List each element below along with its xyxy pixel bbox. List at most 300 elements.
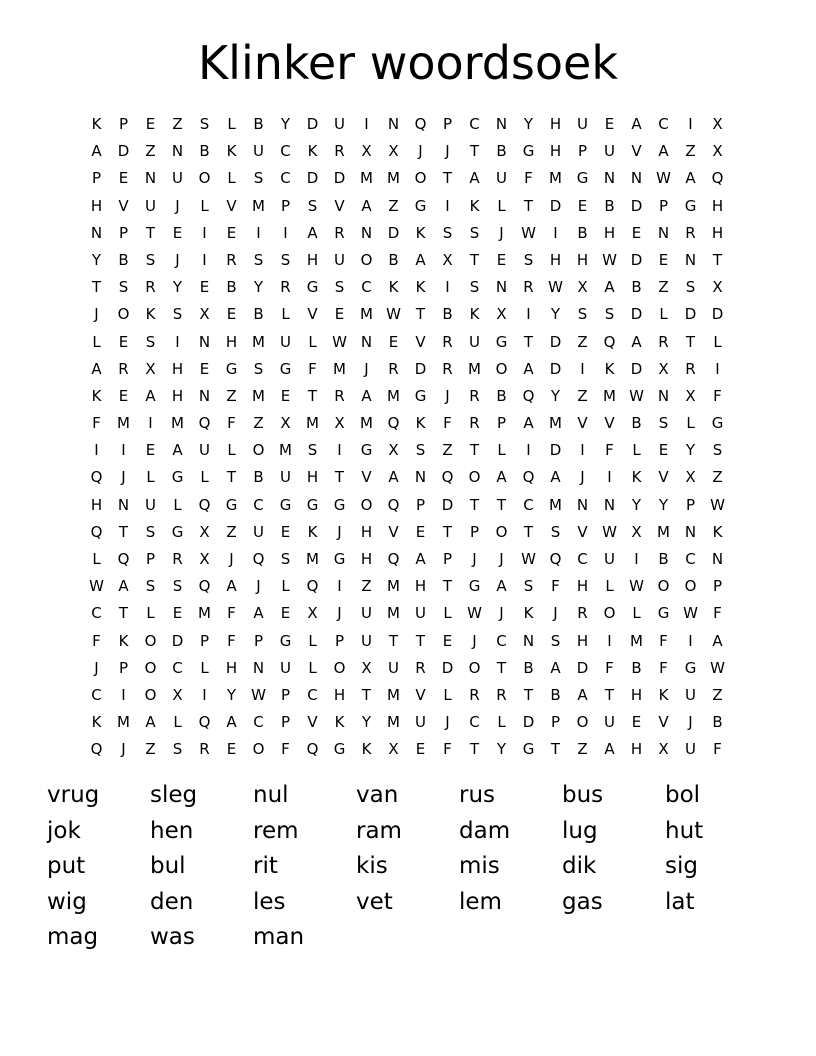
grid-letter: U: [469, 332, 480, 351]
grid-letter: P: [469, 522, 480, 541]
grid-letter: S: [415, 441, 426, 460]
grid-letter: Z: [712, 468, 723, 487]
grid-letter: P: [496, 414, 507, 433]
grid-letter: N: [711, 550, 724, 568]
grid-letter: C: [469, 115, 480, 133]
grid-letter: B: [253, 468, 264, 487]
grid-letter: N: [603, 169, 616, 188]
grid-letter: V: [415, 332, 426, 351]
grid-letter: D: [333, 169, 346, 188]
grid-letter: Z: [253, 414, 264, 433]
grid-letter: G: [171, 522, 184, 541]
grid-letter: H: [603, 223, 616, 242]
grid-letter: W: [710, 658, 725, 677]
grid-letter: E: [118, 386, 129, 405]
grid-letter: O: [495, 522, 508, 541]
grid-letter: G: [279, 631, 292, 650]
grid-letter: E: [334, 305, 345, 324]
grid-letter: C: [685, 550, 696, 568]
grid-letter: E: [118, 169, 129, 188]
grid-letter: O: [144, 658, 157, 677]
grid-letter: O: [495, 359, 508, 378]
grid-letter: O: [360, 495, 373, 514]
grid-letter: L: [92, 550, 101, 568]
grid-letter: Y: [172, 278, 183, 297]
grid-letter: J: [499, 550, 504, 568]
grid-letter: J: [94, 305, 99, 324]
grid-letter: L: [308, 631, 317, 650]
grid-letter: U: [496, 169, 507, 188]
grid-letter: E: [226, 223, 237, 242]
grid-letter: I: [607, 468, 612, 487]
grid-letter: Q: [90, 522, 103, 541]
grid-letter: L: [308, 332, 317, 351]
grid-letter: H: [360, 550, 373, 568]
grid-letter: F: [443, 414, 452, 433]
grid-letter: S: [172, 740, 183, 759]
grid-letter: W: [548, 278, 563, 297]
grid-letter: A: [631, 332, 642, 351]
grid-letter: M: [360, 414, 373, 433]
grid-letter: O: [576, 713, 589, 732]
grid-letter: S: [469, 223, 480, 242]
grid-letter: S: [253, 359, 264, 378]
grid-letter: G: [225, 359, 238, 378]
word-list-item: bol: [665, 782, 701, 808]
grid-letter: O: [252, 441, 265, 460]
grid-letter: S: [172, 305, 183, 324]
grid-letter: M: [117, 414, 130, 433]
grid-letter: Q: [90, 740, 103, 759]
grid-letter: Z: [658, 278, 669, 297]
grid-letter: S: [199, 115, 210, 133]
grid-letter: S: [550, 522, 561, 541]
grid-letter: G: [414, 196, 427, 215]
grid-letter: G: [657, 604, 670, 623]
word-list-item: bus: [562, 782, 604, 808]
grid-letter: E: [280, 604, 291, 623]
grid-letter: X: [712, 142, 723, 161]
grid-letter: K: [712, 522, 723, 541]
grid-letter: K: [388, 278, 399, 297]
grid-letter: A: [388, 468, 399, 487]
grid-letter: M: [603, 386, 616, 405]
grid-letter: G: [711, 414, 724, 433]
grid-letter: V: [334, 196, 345, 215]
grid-letter: A: [361, 196, 372, 215]
grid-letter: N: [198, 332, 211, 351]
grid-letter: A: [550, 468, 561, 487]
grid-letter: U: [280, 332, 291, 351]
grid-letter: S: [253, 250, 264, 269]
grid-letter: B: [658, 550, 669, 568]
grid-letter: B: [550, 685, 561, 704]
grid-letter: V: [307, 305, 318, 324]
grid-letter: Q: [117, 550, 130, 568]
grid-letter: A: [361, 386, 372, 405]
grid-letter: I: [715, 359, 720, 378]
grid-letter: G: [333, 495, 346, 514]
grid-letter: D: [306, 169, 319, 188]
grid-letter: A: [550, 658, 561, 677]
grid-letter: K: [91, 713, 102, 732]
grid-letter: Z: [685, 142, 696, 161]
grid-letter: I: [526, 441, 531, 460]
grid-letter: N: [171, 142, 184, 161]
grid-letter: L: [497, 441, 506, 460]
grid-letter: F: [308, 359, 317, 378]
grid-letter: N: [657, 386, 670, 405]
grid-letter: Z: [712, 685, 723, 704]
word-list-item: lem: [459, 888, 502, 915]
grid-letter: X: [685, 386, 696, 405]
grid-letter: N: [495, 115, 508, 133]
grid-letter: D: [630, 250, 643, 269]
word-list-item: mis: [459, 853, 500, 879]
grid-letter: H: [225, 332, 238, 351]
grid-letter: H: [414, 577, 427, 596]
grid-letter: R: [226, 250, 237, 269]
grid-letter: T: [91, 278, 102, 297]
grid-letter: Q: [522, 468, 535, 487]
grid-letter: I: [202, 250, 207, 269]
grid-letter: T: [307, 386, 318, 405]
grid-letter: M: [387, 604, 400, 623]
grid-letter: Q: [198, 713, 211, 732]
grid-letter: S: [172, 577, 183, 596]
grid-letter: J: [499, 604, 504, 623]
grid-letter: Q: [711, 169, 724, 188]
grid-letter: E: [118, 332, 129, 351]
grid-letter: N: [414, 468, 427, 487]
grid-letter: J: [553, 604, 558, 623]
grid-letter: O: [360, 250, 373, 269]
grid-letter: U: [577, 115, 588, 133]
grid-letter: W: [467, 604, 482, 623]
grid-letter: F: [713, 604, 722, 623]
grid-letter: Q: [549, 550, 562, 568]
grid-letter: E: [442, 631, 453, 650]
grid-letter: K: [604, 359, 615, 378]
grid-letter: V: [226, 196, 237, 215]
grid-letter: Y: [685, 441, 696, 460]
grid-letter: C: [280, 142, 291, 161]
grid-letter: O: [144, 631, 157, 650]
grid-letter: T: [442, 577, 453, 596]
grid-letter: K: [523, 604, 534, 623]
grid-letter: I: [445, 278, 450, 297]
grid-letter: W: [602, 522, 617, 541]
grid-letter: O: [468, 468, 481, 487]
grid-letter: V: [577, 414, 588, 433]
grid-letter: K: [307, 522, 318, 541]
grid-letter: R: [172, 550, 183, 568]
grid-letter: K: [469, 196, 480, 215]
grid-letter: F: [659, 631, 668, 650]
grid-letter: L: [497, 713, 506, 732]
word-list-item: sig: [665, 853, 698, 879]
grid-letter: H: [90, 495, 103, 514]
grid-letter: X: [145, 359, 156, 378]
grid-letter: F: [281, 740, 290, 759]
grid-letter: G: [279, 495, 292, 514]
grid-letter: C: [307, 685, 318, 704]
grid-letter: T: [550, 740, 561, 759]
grid-letter: I: [634, 550, 639, 568]
grid-letter: J: [175, 196, 180, 215]
grid-letter: X: [388, 740, 399, 759]
grid-letter: O: [117, 305, 130, 324]
grid-letter: Q: [387, 495, 400, 514]
grid-letter: A: [658, 142, 669, 161]
grid-letter: S: [253, 169, 264, 188]
grid-letter: W: [521, 550, 536, 568]
grid-letter: T: [523, 332, 534, 351]
grid-letter: V: [307, 713, 318, 732]
grid-letter: J: [94, 658, 99, 677]
grid-letter: T: [442, 522, 453, 541]
grid-letter: E: [658, 441, 669, 460]
grid-letter: D: [522, 713, 535, 732]
grid-letter: H: [630, 685, 643, 704]
grid-letter: G: [495, 332, 508, 351]
grid-letter: E: [145, 115, 156, 133]
grid-letter: A: [172, 441, 183, 460]
grid-letter: B: [199, 142, 210, 161]
grid-letter: E: [415, 522, 426, 541]
grid-letter: Z: [577, 386, 588, 405]
grid-letter: K: [118, 631, 129, 650]
grid-letter: F: [92, 631, 101, 650]
grid-letter: D: [549, 196, 562, 215]
grid-letter: C: [496, 631, 507, 650]
grid-letter: N: [603, 495, 616, 514]
grid-letter: N: [360, 223, 373, 242]
grid-letter: S: [145, 250, 156, 269]
word-list: [47, 778, 768, 956]
grid-letter: P: [118, 223, 129, 242]
grid-letter: M: [549, 495, 562, 514]
grid-letter: U: [145, 495, 156, 514]
grid-letter: P: [550, 713, 561, 732]
grid-letter: S: [145, 522, 156, 541]
grid-letter: P: [415, 495, 426, 514]
grid-letter: T: [415, 305, 426, 324]
grid-letter: F: [227, 631, 236, 650]
grid-letter: N: [684, 522, 697, 541]
grid-letter: I: [526, 305, 531, 324]
grid-letter: X: [685, 468, 696, 487]
grid-letter: S: [469, 278, 480, 297]
grid-letter: D: [711, 305, 724, 324]
grid-letter: Q: [603, 332, 616, 351]
grid-letter: W: [629, 577, 644, 596]
grid-letter: M: [117, 713, 130, 732]
grid-letter: H: [576, 577, 589, 596]
grid-letter: G: [225, 495, 238, 514]
grid-letter: C: [577, 550, 588, 568]
grid-letter: W: [710, 495, 725, 514]
grid-letter: M: [387, 685, 400, 704]
grid-letter: V: [361, 468, 372, 487]
word-list-item: rit: [253, 853, 278, 879]
word-list-item: nul: [253, 782, 289, 808]
grid-letter: J: [472, 550, 477, 568]
grid-letter: Y: [523, 115, 534, 133]
grid-letter: B: [631, 278, 642, 297]
grid-letter: E: [280, 522, 291, 541]
word-list-item: dik: [562, 853, 597, 879]
grid-letter: H: [171, 386, 184, 405]
grid-letter: U: [145, 196, 156, 215]
grid-letter: S: [712, 441, 723, 460]
grid-letter: N: [117, 495, 130, 514]
grid-letter: Z: [226, 522, 237, 541]
grid-letter: K: [361, 740, 372, 759]
grid-letter: S: [577, 305, 588, 324]
grid-letter: D: [441, 658, 454, 677]
word-list-item: rem: [253, 817, 299, 844]
grid-letter: L: [686, 414, 695, 433]
grid-letter: S: [280, 250, 291, 269]
grid-letter: B: [631, 414, 642, 433]
grid-letter: Q: [198, 495, 211, 514]
grid-letter: I: [337, 577, 342, 596]
grid-letter: B: [253, 115, 264, 133]
grid-letter: R: [685, 223, 696, 242]
grid-letter: R: [334, 142, 345, 161]
grid-letter: D: [441, 495, 454, 514]
grid-letter: X: [199, 550, 210, 568]
grid-letter: I: [688, 631, 693, 650]
grid-letter: A: [685, 169, 696, 188]
grid-letter: X: [199, 522, 210, 541]
grid-letter: F: [713, 386, 722, 405]
grid-letter: K: [91, 386, 102, 405]
grid-letter: S: [118, 278, 129, 297]
grid-letter: B: [442, 305, 453, 324]
grid-letter: I: [445, 196, 450, 215]
grid-letter: U: [604, 550, 615, 568]
grid-letter: Z: [145, 142, 156, 161]
grid-letter: X: [388, 142, 399, 161]
grid-letter: X: [172, 685, 183, 704]
grid-letter: L: [146, 468, 155, 487]
grid-letter: B: [253, 305, 264, 324]
word-list-item: hen: [150, 817, 194, 844]
grid-letter: S: [658, 414, 669, 433]
grid-letter: C: [91, 685, 102, 704]
grid-letter: B: [631, 658, 642, 677]
grid-letter: E: [658, 250, 669, 269]
grid-letter: X: [199, 305, 210, 324]
grid-letter: M: [252, 332, 265, 351]
grid-letter: J: [175, 250, 180, 269]
grid-letter: H: [549, 250, 562, 269]
grid-letter: A: [523, 359, 534, 378]
grid-letter: H: [171, 359, 184, 378]
grid-letter: G: [522, 142, 535, 161]
grid-letter: T: [334, 468, 345, 487]
grid-letter: M: [387, 169, 400, 188]
grid-letter: I: [256, 223, 261, 242]
grid-letter: F: [227, 604, 236, 623]
grid-letter: V: [631, 142, 642, 161]
grid-letter: M: [549, 169, 562, 188]
grid-letter: V: [658, 713, 669, 732]
grid-letter: J: [688, 713, 693, 732]
grid-letter: A: [712, 631, 723, 650]
grid-letter: B: [523, 658, 534, 677]
grid-letter: T: [361, 685, 372, 704]
grid-letter: H: [576, 631, 589, 650]
grid-letter: P: [91, 169, 102, 188]
grid-letter: J: [121, 468, 126, 487]
word-list-item: kis: [356, 853, 388, 879]
word-list-item: bul: [150, 853, 186, 879]
word-list-item: lug: [562, 817, 598, 844]
grid-letter: G: [171, 468, 184, 487]
grid-letter: Y: [550, 386, 561, 405]
grid-letter: U: [334, 250, 345, 269]
grid-letter: W: [656, 169, 671, 188]
grid-letter: T: [469, 441, 480, 460]
grid-letter: Z: [361, 577, 372, 596]
grid-letter: W: [89, 577, 104, 596]
grid-letter: A: [91, 142, 102, 161]
grid-letter: T: [712, 250, 723, 269]
grid-letter: N: [495, 278, 508, 297]
grid-letter: U: [685, 740, 696, 759]
grid-letter: X: [658, 359, 669, 378]
grid-letter: Y: [361, 713, 372, 732]
word-list-item: hut: [665, 817, 704, 844]
grid-letter: X: [361, 142, 372, 161]
grid-letter: L: [200, 658, 209, 677]
grid-letter: D: [171, 631, 184, 650]
grid-letter: O: [333, 658, 346, 677]
grid-letter: I: [202, 685, 207, 704]
grid-letter: F: [443, 740, 452, 759]
grid-letter: G: [306, 495, 319, 514]
grid-letter: J: [499, 223, 504, 242]
grid-letter: Q: [387, 414, 400, 433]
grid-letter: Q: [252, 550, 265, 568]
grid-letter: E: [199, 278, 210, 297]
word-list-item: dam: [459, 817, 511, 844]
grid-letter: M: [387, 386, 400, 405]
grid-letter: M: [360, 305, 373, 324]
grid-letter: H: [225, 658, 238, 677]
grid-letter: U: [280, 658, 291, 677]
grid-letter: N: [90, 223, 103, 242]
grid-letter: J: [472, 631, 477, 650]
grid-letter: G: [684, 196, 697, 215]
grid-letter: G: [576, 169, 589, 188]
grid-letter: R: [685, 359, 696, 378]
grid-letter: Y: [496, 740, 507, 759]
grid-letter: A: [631, 115, 642, 133]
grid-letter: O: [603, 604, 616, 623]
grid-letter: D: [630, 305, 643, 324]
grid-letter: A: [226, 577, 237, 596]
grid-letter: D: [576, 658, 589, 677]
grid-letter: H: [576, 250, 589, 269]
grid-letter: F: [605, 658, 614, 677]
grid-letter: L: [659, 305, 668, 324]
grid-letter: U: [604, 142, 615, 161]
grid-letter: E: [199, 359, 210, 378]
